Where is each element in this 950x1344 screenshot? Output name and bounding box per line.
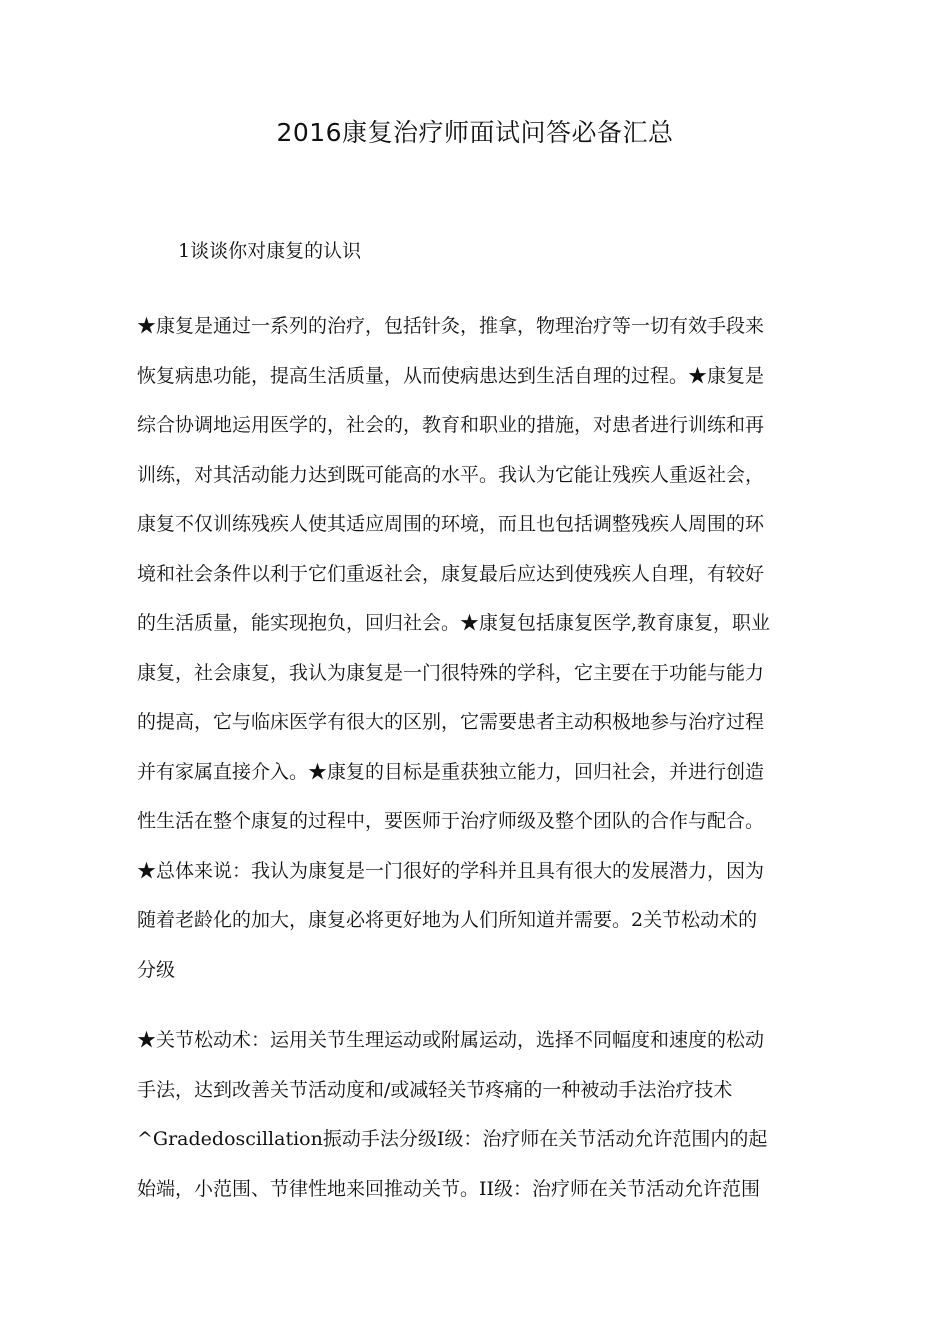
paragraph-line: 始端，小范围、节律性地来回推动关节。II级：治疗师在关节活动允许范围: [137, 1177, 761, 1200]
paragraph-line: 的生活质量，能实现抱负，回归社会。★康复包括康复医学,教育康复，职业: [137, 612, 771, 634]
paragraph-line: 并有家属直接介入。★康复的目标是重获独立能力，回归社会，并进行创造: [137, 760, 765, 783]
paragraph-line: 随着老龄化的加大，康复必将更好地为人们所知道并需要。2关节松动术的: [137, 909, 758, 931]
paragraph-line: 的提高，它与临床医学有很大的区别，它需要患者主动积极地参与治疗过程: [137, 711, 765, 733]
paragraph-line: ★康复是通过一系列的治疗，包括针灸，推拿，物理治疗等一切有效手段来: [137, 315, 765, 337]
answer-paragraph-2: [137, 1016, 817, 1214]
answer-paragraph-1: [137, 302, 817, 995]
paragraph-line: 恢复病患功能，提高生活质量，从而使病患达到生活自理的过程。★康复是: [137, 364, 765, 387]
question-heading: 1谈谈你对康复的认识: [178, 240, 362, 262]
document-title: 2016康复治疗师面试问答必备汇总: [276, 118, 674, 147]
paragraph-line: 训练，对其活动能力达到既可能高的水平。我认为它能让残疾人重返社会，: [137, 463, 765, 486]
paragraph-line: 境和社会条件以利于它们重返社会，康复最后应达到使残疾人自理，有较好: [137, 562, 765, 585]
paragraph-line: 性生活在整个康复的过程中，要医师于治疗师级及整个团队的合作与配合。: [137, 810, 765, 832]
paragraph-line: 康复不仅训练残疾人使其适应周围的环境，而且也包括调整残疾人周围的环: [137, 513, 765, 535]
paragraph-line: 分级: [137, 958, 176, 981]
paragraph-line: 康复，社会康复，我认为康复是一门很特殊的学科，它主要在于功能与能力: [137, 661, 765, 684]
paragraph-line: ★总体来说：我认为康复是一门很好的学科并且具有很大的发展潜力，因为: [137, 859, 765, 882]
paragraph-line: 手法，达到改善关节活动度和/或减轻关节疼痛的一种被动手法治疗技术: [137, 1078, 733, 1101]
paragraph-line: 综合协调地运用医学的，社会的，教育和职业的措施，对患者进行训练和再: [137, 414, 765, 436]
paragraph-line: ★关节松动术：运用关节生理运动或附属运动，选择不同幅度和速度的松动: [137, 1029, 765, 1051]
paragraph-line: ^Gradedoscillation振动手法分级I级：治疗师在关节活动允许范围内的起: [137, 1128, 768, 1150]
